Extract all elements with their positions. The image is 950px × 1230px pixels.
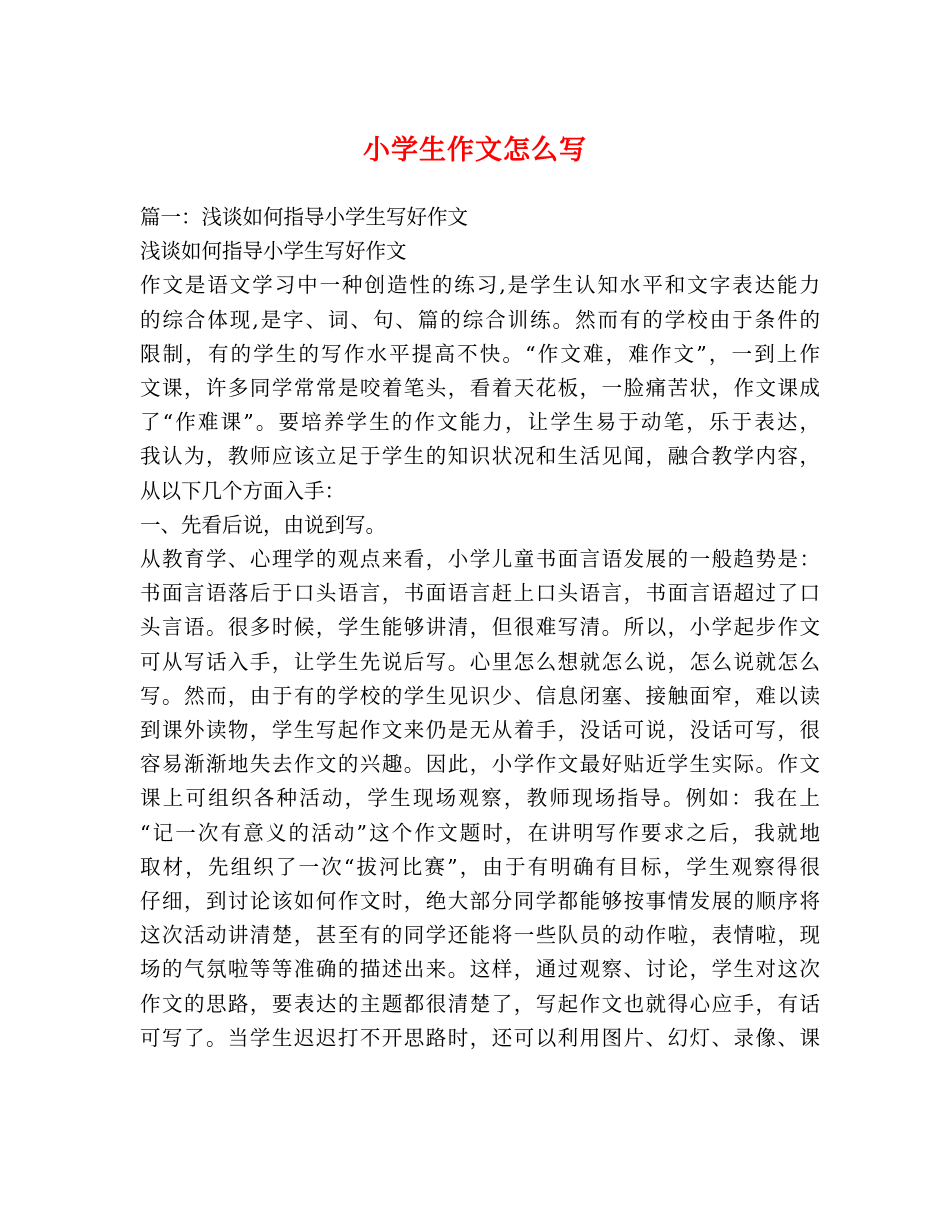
text-line: 这次活动讲清楚，甚至有的同学还能将一些队员的动作啦，表情啦，现 (140, 923, 820, 948)
text-line: 课上可组织各种活动，学生现场观察，教师现场指导。例如：我在上 (140, 786, 820, 811)
text-line: “记一次有意义的活动”这个作文题时，在讲明写作要求之后，我就地 (140, 820, 820, 845)
text-line: 限制，有的学生的写作水平提高不快。“作文难，难作文”，一到上作 (140, 341, 820, 366)
text-line: 我认为，教师应该立足于学生的知识状况和生活见闻，融合教学内容， (140, 444, 820, 469)
text-line: 头言语。很多时候，学生能够讲清，但很难写清。所以，小学起步作文 (140, 615, 820, 640)
text-line: 的综合体现,是字、词、句、篇的综合训练。然而有的学校由于条件的 (140, 307, 820, 332)
text-line: 可从写话入手，让学生先说后写。心里怎么想就怎么说，怎么说就怎么 (140, 649, 820, 674)
text-line: 篇一：浅谈如何指导小学生写好作文 (140, 205, 468, 229)
text-line: 一、先看后说，由说到写。 (140, 512, 386, 537)
document-body (140, 200, 820, 1055)
text-line: 浅谈如何指导小学生写好作文 (140, 239, 407, 264)
text-line: 从以下几个方面入手： (140, 478, 345, 503)
text-line: 写。然而，由于有的学校的学生见识少、信息闭塞、接触面窄，难以读 (140, 683, 820, 708)
text-line: 场的气氛啦等等准确的描述出来。这样，通过观察、讨论，学生对这次 (140, 957, 820, 982)
text-line: 可写了。当学生迟迟打不开思路时，还可以利用图片、幻灯、录像、课 (140, 1025, 820, 1050)
text-line: 作文的思路，要表达的主题都很清楚了，写起作文也就得心应手，有话 (140, 991, 820, 1016)
text-line: 从教育学、心理学的观点来看，小学儿童书面言语发展的一般趋势是： (140, 547, 820, 572)
text-line: 文课，许多同学常常是咬着笔头，看着天花板，一脸痛苦状，作文课成 (140, 376, 820, 401)
text-line: 容易渐渐地失去作文的兴趣。因此，小学作文最好贴近学生实际。作文 (140, 752, 820, 777)
text-line: 作文是语文学习中一种创造性的练习,是学生认知水平和文字表达能力 (140, 273, 820, 298)
text-line: 到课外读物，学生写起作文来仍是无从着手，没话可说，没话可写，很 (140, 718, 820, 743)
text-line: 仔细，到讨论该如何作文时，绝大部分同学都能够按事情发展的顺序将 (140, 889, 820, 914)
text-line: 取材，先组织了一次“拔河比赛”，由于有明确有目标，学生观察得很 (140, 854, 820, 879)
document-title: 小学生作文怎么写 (363, 135, 587, 166)
text-line: 书面言语落后于口头语言，书面语言赶上口头语言，书面言语超过了口 (140, 581, 820, 606)
text-line: 了“作难课”。要培养学生的作文能力，让学生易于动笔，乐于表达， (140, 410, 820, 435)
